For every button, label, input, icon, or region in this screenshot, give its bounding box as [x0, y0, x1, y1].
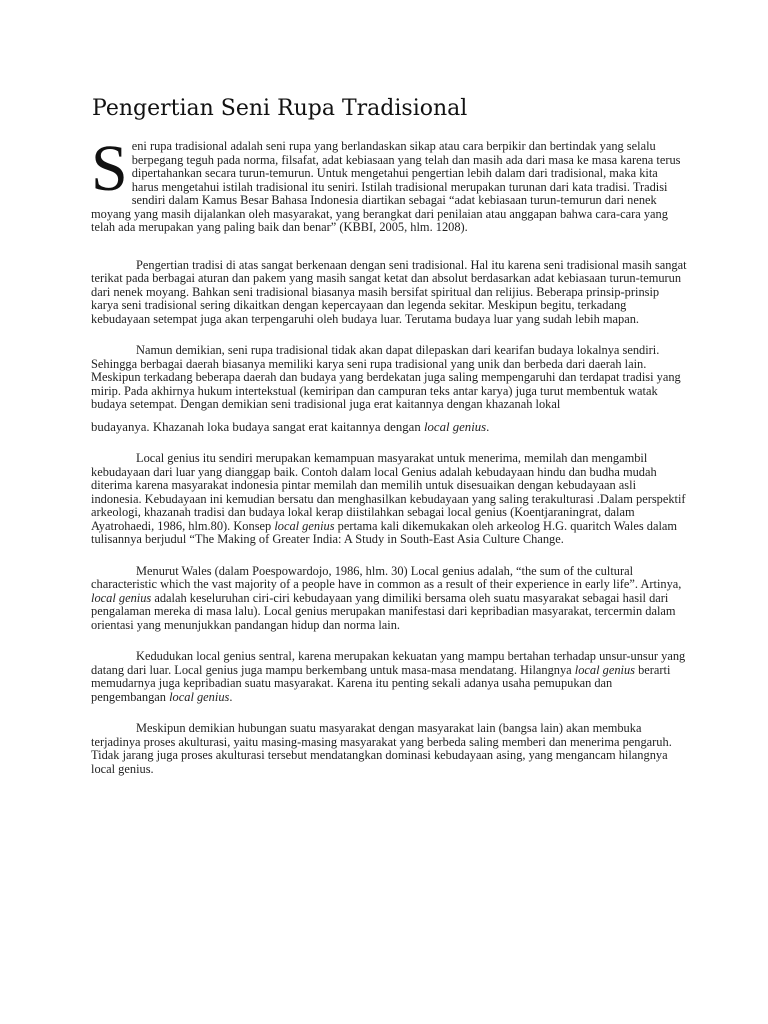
- paragraph-3-tail-end: .: [486, 419, 490, 434]
- paragraph-5-text-b: adalah keseluruhan ciri-ciri kebudayaan yang dimiliki bersama oleh suatu masyarakat sebagai hasil dari pengalaman mereka di masa lalu). Local genius merupakan manifestasi dari kepribadian masyarakat, tercermin dalam orientasi yang menunjukkan pandangan hidup dan norma lain.: [91, 590, 676, 632]
- paragraph-4-text-b: pertama kali dikemukakan oleh arkeolog H.G. quaritch Wales dalam tulisannya berjudul “The Making of Greater India: A Study in South-East Asia Culture Change.: [91, 518, 678, 546]
- paragraph-4-text-a: Local genius itu sendiri merupakan kemampuan masyarakat untuk menerima, memilah dan mengambil kebudayaan dari luar yang dianggap baik. Contoh dalam local Genius adalah kebudayaan hindu dan budha mudah diterima karena masyarakat indonesia pintar memilah dan memilih untuk disesuaikan dengan kebudayaan asli indonesia. Kebudayaan ini kemudian bersatu dan menghasilkan kebudayaan yang saling terakulturasi .Dalam perspektif arkeologi, khazanah tradisi dan budaya lokal kerap diistilahkan sebagai local genius (Koentjaraningrat, dalam Ayatrohaedi, 1986, hlm.80). Konsep: [91, 451, 686, 533]
- paragraph-1: [91, 132, 687, 235]
- paragraph-2: [91, 259, 687, 327]
- paragraph-3: [91, 344, 687, 434]
- paragraph-3-tail-line: [91, 421, 687, 435]
- paragraph-5: [91, 565, 687, 633]
- paragraph-1-text: eni rupa tradisional adalah seni rupa yang berlandaskan sikap atau cara berpikir dan bertindak yang selalu berpegang teguh pada norma, filsafat, adat kebiasaan yang telah dan masih ada dari masa ke masa karena terus dipertahankan secara turun-temurun. Untuk mengetahui pengertian lebih dalam dari tradisional, maka kita harus mengetahui istilah tradisional itu seniri. Istilah tradisional merupakan turunan dari kata tradisi. Tradisi sendiri dalam Kamus Besar Bahasa Indonesia diartikan sebagai “adat kebiasaan turun-temurun dari nenek moyang yang masih dijalankan oleh masyarakat, yang berangkat dari penilaian atau anggapan bahwa cara-cara yang telah ada merupakan yang paling baik dan benar” (KBBI, 2005, hlm. 1208).: [91, 139, 681, 234]
- paragraph-7-text: Meskipun demikian hubungan suatu masyarakat dengan masyarakat lain (bangsa lain) akan membuka terjadinya proses akulturasi, yaitu masing-masing masyarakat yang berbeda saling memberi dan menerima pengaruh. Tidak jarang juga proses akulturasi tersebut mendatangkan dominasi kebudayaan asing, yang mengancam hilangnya local genius.: [91, 721, 672, 776]
- paragraph-6: [91, 650, 687, 704]
- paragraph-3-text: Namun demikian, seni rupa tradisional tidak akan dapat dilepaskan dari kearifan budaya lokalnya sendiri. Sehingga berbagai daerah biasanya memiliki karya seni rupa tradisional yang unik dan berbeda dari daerah lain. Meskipun terkadang beberapa daerah dan budaya yang berdekatan juga saling mempengaruhi dan terdapat tradisi yang mirip. Pada akhirnya hukum intertekstual (kemiripan dan campuran teks antar karya) juga turut membentuk watak budaya setempat. Dengan demikian seni tradisional juga erat kaitannya dengan khazanah lokal: [91, 343, 681, 411]
- paragraph-5-text-a: Menurut Wales (dalam Poespowardojo, 1986, hlm. 30) Local genius adalah, “the sum of the cultural characteristic which the vast majority of a people have in common as a result of their experience in early life”. Artinya,: [91, 563, 682, 591]
- drop-cap-letter: S: [91, 132, 128, 205]
- paragraph-4: [91, 452, 687, 547]
- paragraph-3-tail-text: budayanya. Khazanah loka budaya sangat erat kaitannya dengan: [91, 419, 424, 434]
- document-body: [91, 132, 687, 794]
- paragraph-7: [91, 722, 687, 776]
- paragraph-5-italic: local genius: [91, 590, 152, 605]
- paragraph-2-text: Pengertian tradisi di atas sangat berkenaan dengan seni tradisional. Hal itu karena seni tradisional masih sangat terikat pada berbagai aturan dan pakem yang masih sangat ketat dan absolut berdasarkan adat kebiasaan turun-temurun dari nenek moyang. Bahkan seni tradisional biasanya masih bersifat spiritual dan relijius. Beberapa prinsip-prinsip karya seni tradisional sering dikaitkan dengan kepercayaan dan legenda sekitar. Meskipun begitu, terkadang kebudayaan setempat juga akan terpengaruhi oleh budaya luar. Terutama budaya luar yang sudah lebih mapan.: [91, 257, 687, 326]
- paragraph-6-text-c: .: [229, 689, 233, 704]
- paragraph-6-text-a: Kedudukan local genius sentral, karena merupakan kekuatan yang mampu bertahan terhadap unsur-unsur yang datang dari luar. Local genius juga mampu berkembang untuk masa-masa mendatang. Hilangnya: [91, 649, 686, 677]
- paragraph-3-tail-italic: local genius: [423, 419, 487, 434]
- paragraph-6-italic-a: local genius: [574, 662, 636, 677]
- paragraph-4-italic: local genius: [274, 518, 335, 533]
- document-title: Pengertian Seni Rupa Tradisional: [92, 96, 468, 121]
- paragraph-6-text-b: berarti memudarnya juga kepribadian suatu masyarakat. Karena itu penting sekali adanya usaha pemupukan dan pengembangan: [91, 662, 671, 704]
- paragraph-6-italic-b: local genius: [169, 689, 230, 704]
